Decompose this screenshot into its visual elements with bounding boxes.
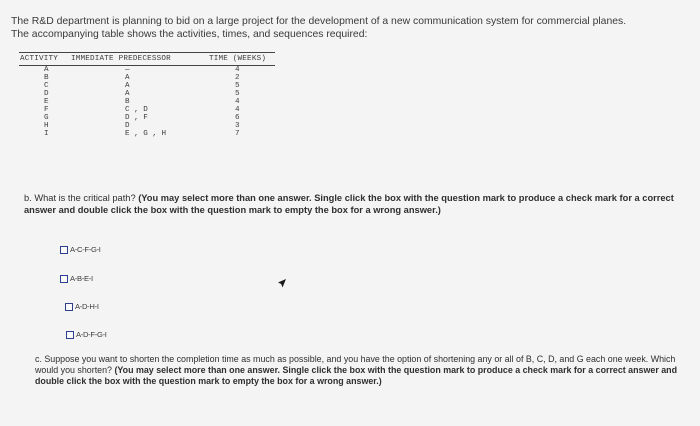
cell-activity: D	[44, 90, 49, 99]
table-body	[19, 66, 275, 138]
table-row	[19, 82, 275, 90]
question-b	[24, 192, 684, 216]
cell-activity: F	[44, 106, 49, 115]
cell-predecessor: E , G , H	[125, 130, 167, 139]
question-c-prefix: c. Suppose you want to shorten the completion time as much as possible, and you have the option of shortening any or all of B, C, D, and G each one week. Which would you shorten?	[35, 354, 676, 375]
option-label: A-B-E-I	[70, 274, 93, 283]
cell-activity: I	[44, 130, 49, 139]
cell-time: 6	[235, 114, 240, 123]
cell-time: 7	[235, 130, 240, 139]
cell-predecessor: A	[125, 90, 130, 99]
intro-line-2: The accompanying table shows the activities, times, and sequences required:	[11, 29, 368, 40]
table-row	[19, 66, 275, 74]
question-c-instruction: (You may select more than one answer. Single click the box with the question mark to produce a check mark for a correct answer and double click the box with the question mark to empty the box for a wrong answer.)	[35, 365, 678, 386]
table-row	[19, 122, 275, 130]
cell-predecessor: B	[125, 98, 130, 107]
cell-time: 4	[235, 106, 240, 115]
option-4[interactable]	[66, 330, 107, 339]
table-row	[19, 90, 275, 98]
question-b-instruction: (You may select more than one answer. Single click the box with the question mark to produce a check mark for a correct answer and double click the box with the question mark to empty the box for a wrong answer.)	[24, 193, 674, 215]
header-predecessor: IMMEDIATE PREDECESSOR	[71, 55, 171, 63]
option-3[interactable]	[65, 302, 99, 311]
cell-predecessor: A	[125, 82, 130, 91]
cell-predecessor: D , F	[125, 114, 148, 123]
table-row	[19, 130, 275, 138]
activity-table	[19, 52, 275, 138]
cell-time: 2	[235, 74, 240, 83]
checkbox[interactable]	[66, 331, 74, 339]
cell-time: 5	[235, 90, 240, 99]
problem-intro	[11, 15, 691, 41]
cell-activity: H	[44, 122, 49, 131]
header-activity: ACTIVITY	[20, 55, 59, 63]
option-1[interactable]	[60, 245, 101, 254]
intro-line-1: The R&D department is planning to bid on a large project for the development of a new communication system for commercial planes.	[11, 16, 627, 27]
table-header	[19, 52, 275, 66]
mouse-pointer-icon	[276, 278, 288, 290]
checkbox[interactable]	[65, 303, 73, 311]
option-label: A-C-F-G-I	[70, 245, 101, 254]
checkbox[interactable]	[60, 275, 68, 283]
cell-predecessor: —	[125, 66, 130, 74]
cell-time: 3	[235, 122, 240, 131]
cell-time: 5	[235, 82, 240, 91]
cell-time: 4	[235, 66, 240, 74]
cell-predecessor: C , D	[125, 106, 148, 115]
cell-predecessor: D	[125, 122, 130, 131]
cell-activity: E	[44, 98, 49, 107]
option-2[interactable]	[60, 274, 93, 283]
cell-time: 4	[235, 98, 240, 107]
header-time: TIME (WEEKS)	[209, 55, 267, 63]
cell-predecessor: A	[125, 74, 130, 83]
table-row	[19, 114, 275, 122]
table-row	[19, 98, 275, 106]
cell-activity: B	[44, 74, 49, 83]
table-row	[19, 74, 275, 82]
option-label: A-D-H-I	[75, 302, 99, 311]
checkbox[interactable]	[60, 246, 68, 254]
cell-activity: C	[44, 82, 49, 91]
cell-activity: A	[44, 66, 49, 74]
question-b-prefix: b. What is the critical path?	[24, 193, 139, 203]
question-c	[35, 354, 685, 387]
cell-activity: G	[44, 114, 49, 123]
table-row	[19, 106, 275, 114]
option-label: A-D-F-G-I	[76, 330, 107, 339]
